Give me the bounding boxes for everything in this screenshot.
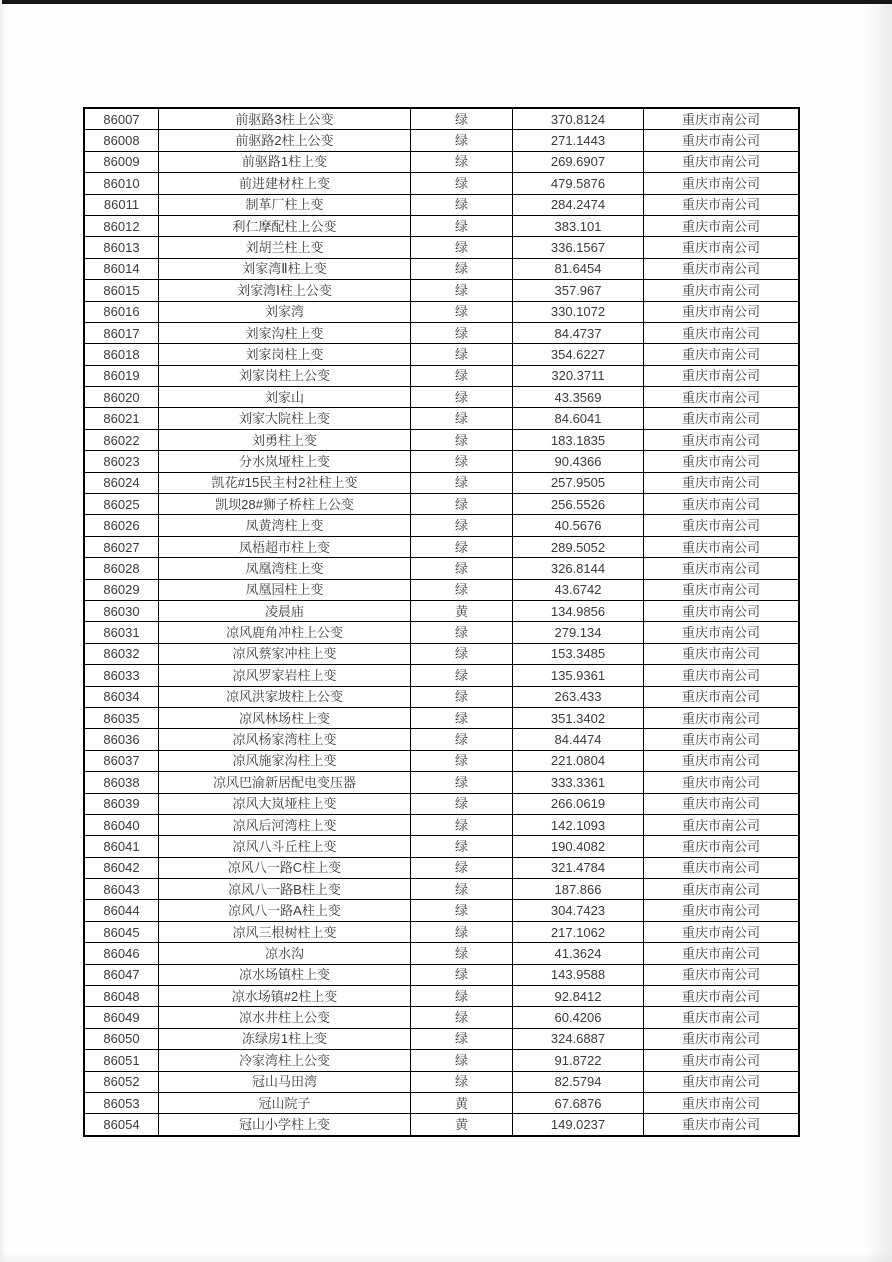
table-row	[85, 922, 798, 943]
cell-transformer-name: 凉风八斗丘柱上变	[159, 836, 411, 856]
cell-transformer-name: 凤凰湾柱上变	[159, 558, 411, 578]
cell-load-value: 183.1835	[513, 430, 644, 450]
cell-load-value: 336.1567	[513, 237, 644, 257]
cell-status-flag: 绿	[411, 922, 513, 942]
cell-status-flag: 绿	[411, 323, 513, 343]
table-row	[85, 751, 798, 772]
cell-transformer-name: 凉风罗家岩柱上变	[159, 665, 411, 685]
cell-company: 重庆市南公司	[681, 1095, 760, 1111]
table-row	[85, 451, 798, 472]
cell-status-flag: 绿	[411, 836, 513, 856]
table-row	[85, 986, 798, 1007]
cell-status-flag: 绿	[411, 366, 513, 386]
table-row	[85, 900, 798, 921]
cell-status-flag: 绿	[411, 943, 513, 963]
table-row	[85, 473, 798, 494]
cell-transformer-id: 86043	[85, 879, 159, 899]
table-row	[85, 430, 798, 451]
cell-transformer-id: 86013	[85, 237, 159, 257]
cell-company: 重庆市南公司	[681, 1074, 760, 1090]
cell-status-flag: 绿	[411, 1072, 513, 1092]
cell-status-flag: 黄	[411, 1114, 513, 1134]
cell-status-flag: 绿	[411, 216, 513, 236]
cell-transformer-name: 凉水沟	[159, 943, 411, 963]
cell-company: 重庆市南公司	[681, 881, 760, 897]
cell-transformer-id: 86025	[85, 494, 159, 514]
cell-transformer-name: 冻绿房1柱上变	[159, 1029, 411, 1049]
cell-transformer-name: 凉风八一路C柱上变	[159, 858, 411, 878]
cell-company: 重庆市南公司	[681, 111, 760, 127]
cell-company: 重庆市南公司	[681, 432, 760, 448]
cell-status-flag: 黄	[411, 601, 513, 621]
cell-load-value: 143.9588	[513, 965, 644, 985]
cell-transformer-name: 凉风三根树柱上变	[159, 922, 411, 942]
cell-load-value: 320.3711	[513, 366, 644, 386]
cell-transformer-id: 86039	[85, 794, 159, 814]
cell-transformer-name: 刘家大院柱上变	[159, 408, 411, 428]
cell-transformer-name: 刘家沟柱上变	[159, 323, 411, 343]
cell-company: 重庆市南公司	[681, 197, 760, 213]
cell-transformer-id: 86007	[85, 109, 159, 129]
cell-company: 重庆市南公司	[681, 603, 760, 619]
table-row	[85, 965, 798, 986]
cell-status-flag: 绿	[411, 986, 513, 1006]
cell-company: 重庆市南公司	[681, 282, 760, 298]
cell-status-flag: 绿	[411, 494, 513, 514]
cell-status-flag: 绿	[411, 130, 513, 150]
cell-company: 重庆市南公司	[681, 838, 760, 854]
cell-company: 重庆市南公司	[681, 218, 760, 234]
cell-status-flag: 绿	[411, 687, 513, 707]
cell-transformer-name: 刘勇柱上变	[159, 430, 411, 450]
cell-load-value: 289.5052	[513, 537, 644, 557]
cell-load-value: 135.9361	[513, 665, 644, 685]
cell-transformer-name: 刘家湾	[159, 302, 411, 322]
cell-company: 重庆市南公司	[681, 967, 760, 983]
cell-status-flag: 绿	[411, 965, 513, 985]
table-row	[85, 601, 798, 622]
cell-transformer-name: 凉风大岚垭柱上变	[159, 794, 411, 814]
scan-edge-bar	[2, 0, 892, 4]
cell-status-flag: 绿	[411, 537, 513, 557]
cell-transformer-id: 86029	[85, 580, 159, 600]
table-row	[85, 259, 798, 280]
table-row	[85, 879, 798, 900]
cell-transformer-name: 凉风洪家坡柱上公变	[159, 687, 411, 707]
table-row	[85, 622, 798, 643]
cell-transformer-id: 86036	[85, 729, 159, 749]
table-row	[85, 815, 798, 836]
cell-load-value: 256.5526	[513, 494, 644, 514]
table-row	[85, 729, 798, 750]
table-row	[85, 772, 798, 793]
cell-status-flag: 绿	[411, 387, 513, 407]
cell-load-value: 263.433	[513, 687, 644, 707]
cell-transformer-id: 86035	[85, 708, 159, 728]
cell-status-flag: 绿	[411, 109, 513, 129]
cell-transformer-name: 利仁摩配柱上公变	[159, 216, 411, 236]
table-row	[85, 152, 798, 173]
cell-transformer-id: 86032	[85, 644, 159, 664]
cell-status-flag: 绿	[411, 195, 513, 215]
cell-transformer-id: 86027	[85, 537, 159, 557]
cell-transformer-id: 86051	[85, 1050, 159, 1070]
cell-load-value: 266.0619	[513, 794, 644, 814]
cell-load-value: 92.8412	[513, 986, 644, 1006]
cell-transformer-name: 分水岚垭柱上变	[159, 451, 411, 471]
cell-transformer-name: 凉风施家沟柱上变	[159, 751, 411, 771]
cell-transformer-id: 86010	[85, 173, 159, 193]
table-row	[85, 494, 798, 515]
cell-company: 重庆市南公司	[681, 154, 760, 170]
cell-transformer-name: 前驱路1柱上变	[159, 152, 411, 172]
cell-load-value: 284.2474	[513, 195, 644, 215]
cell-status-flag: 绿	[411, 665, 513, 685]
table-row	[85, 537, 798, 558]
table-row	[85, 1114, 798, 1134]
cell-transformer-id: 86052	[85, 1072, 159, 1092]
cell-transformer-name: 前进建材柱上变	[159, 173, 411, 193]
table-row	[85, 943, 798, 964]
cell-load-value: 333.3361	[513, 772, 644, 792]
table-row	[85, 1050, 798, 1071]
cell-transformer-name: 刘家湾Ⅱ柱上变	[159, 259, 411, 279]
cell-transformer-id: 86037	[85, 751, 159, 771]
cell-status-flag: 黄	[411, 1093, 513, 1113]
cell-transformer-name: 凉水场镇柱上变	[159, 965, 411, 985]
cell-transformer-id: 86021	[85, 408, 159, 428]
cell-transformer-name: 凉风鹿角冲柱上公变	[159, 622, 411, 642]
cell-transformer-name: 刘家山	[159, 387, 411, 407]
cell-transformer-id: 86053	[85, 1093, 159, 1113]
cell-load-value: 67.6876	[513, 1093, 644, 1113]
table-row	[85, 408, 798, 429]
table-row	[85, 1029, 798, 1050]
cell-transformer-name: 凉风杨家湾柱上变	[159, 729, 411, 749]
cell-load-value: 370.8124	[513, 109, 644, 129]
cell-transformer-id: 86041	[85, 836, 159, 856]
cell-transformer-name: 凯花#15民主村2社柱上变	[159, 473, 411, 493]
cell-transformer-id: 86008	[85, 130, 159, 150]
cell-company: 重庆市南公司	[681, 475, 760, 491]
table-row	[85, 280, 798, 301]
cell-transformer-name: 刘家岗柱上变	[159, 344, 411, 364]
cell-load-value: 326.8144	[513, 558, 644, 578]
cell-load-value: 84.4737	[513, 323, 644, 343]
table-row	[85, 836, 798, 857]
cell-company: 重庆市南公司	[681, 411, 760, 427]
cell-status-flag: 绿	[411, 408, 513, 428]
cell-company: 重庆市南公司	[681, 496, 760, 512]
cell-status-flag: 绿	[411, 794, 513, 814]
cell-load-value: 269.6907	[513, 152, 644, 172]
table-row	[85, 344, 798, 365]
cell-load-value: 257.9505	[513, 473, 644, 493]
cell-transformer-id: 86024	[85, 473, 159, 493]
cell-transformer-id: 86040	[85, 815, 159, 835]
cell-company: 重庆市南公司	[681, 240, 760, 256]
cell-status-flag: 绿	[411, 708, 513, 728]
table-row	[85, 173, 798, 194]
table-row	[85, 195, 798, 216]
cell-company: 重庆市南公司	[681, 710, 760, 726]
cell-load-value: 351.3402	[513, 708, 644, 728]
cell-company: 重庆市南公司	[681, 817, 760, 833]
cell-company: 重庆市南公司	[681, 539, 760, 555]
cell-company: 重庆市南公司	[681, 945, 760, 961]
cell-company: 重庆市南公司	[681, 325, 760, 341]
cell-transformer-name: 前驱路2柱上公变	[159, 130, 411, 150]
cell-transformer-id: 86018	[85, 344, 159, 364]
cell-transformer-name: 冠山马田湾	[159, 1072, 411, 1092]
cell-transformer-name: 冠山院子	[159, 1093, 411, 1113]
cell-status-flag: 绿	[411, 1007, 513, 1027]
table-row	[85, 858, 798, 879]
cell-transformer-id: 86046	[85, 943, 159, 963]
cell-company: 重庆市南公司	[681, 368, 760, 384]
cell-transformer-name: 凉风巴渝新居配电变压器	[159, 772, 411, 792]
cell-company: 重庆市南公司	[681, 753, 760, 769]
cell-transformer-name: 凉风八一路A柱上变	[159, 900, 411, 920]
cell-load-value: 82.5794	[513, 1072, 644, 1092]
cell-status-flag: 绿	[411, 900, 513, 920]
table-row	[85, 323, 798, 344]
table-row	[85, 644, 798, 665]
cell-transformer-name: 冠山小学柱上变	[159, 1114, 411, 1134]
cell-transformer-id: 86038	[85, 772, 159, 792]
cell-transformer-id: 86045	[85, 922, 159, 942]
cell-status-flag: 绿	[411, 858, 513, 878]
cell-status-flag: 绿	[411, 815, 513, 835]
table-row	[85, 237, 798, 258]
cell-load-value: 134.9856	[513, 601, 644, 621]
cell-transformer-id: 86047	[85, 965, 159, 985]
cell-load-value: 190.4082	[513, 836, 644, 856]
cell-status-flag: 绿	[411, 558, 513, 578]
cell-load-value: 217.1062	[513, 922, 644, 942]
cell-company: 重庆市南公司	[681, 667, 760, 683]
cell-company: 重庆市南公司	[681, 346, 760, 362]
cell-transformer-id: 86048	[85, 986, 159, 1006]
cell-status-flag: 绿	[411, 302, 513, 322]
cell-load-value: 321.4784	[513, 858, 644, 878]
cell-load-value: 330.1072	[513, 302, 644, 322]
cell-company: 重庆市南公司	[681, 689, 760, 705]
transformer-load-table	[83, 107, 800, 1137]
cell-company: 重庆市南公司	[681, 175, 760, 191]
cell-transformer-name: 凤凰园柱上变	[159, 580, 411, 600]
cell-status-flag: 绿	[411, 344, 513, 364]
cell-status-flag: 绿	[411, 1029, 513, 1049]
cell-status-flag: 绿	[411, 473, 513, 493]
cell-status-flag: 绿	[411, 1050, 513, 1070]
table-row	[85, 515, 798, 536]
cell-transformer-name: 凉水场镇#2柱上变	[159, 986, 411, 1006]
cell-transformer-id: 86054	[85, 1114, 159, 1134]
cell-transformer-id: 86017	[85, 323, 159, 343]
cell-company: 重庆市南公司	[681, 261, 760, 277]
cell-transformer-name: 刘胡兰柱上变	[159, 237, 411, 257]
table-row	[85, 665, 798, 686]
table-row	[85, 302, 798, 323]
cell-company: 重庆市南公司	[681, 133, 760, 149]
cell-status-flag: 绿	[411, 580, 513, 600]
cell-company: 重庆市南公司	[681, 903, 760, 919]
cell-company: 重庆市南公司	[681, 1117, 760, 1133]
cell-status-flag: 绿	[411, 729, 513, 749]
cell-company: 重庆市南公司	[681, 646, 760, 662]
table-row	[85, 558, 798, 579]
table-row	[85, 794, 798, 815]
cell-company: 重庆市南公司	[681, 860, 760, 876]
cell-transformer-id: 86023	[85, 451, 159, 471]
cell-load-value: 90.4366	[513, 451, 644, 471]
cell-transformer-name: 凉风八一路B柱上变	[159, 879, 411, 899]
cell-transformer-name: 刘家湾Ⅰ柱上公变	[159, 280, 411, 300]
cell-load-value: 84.4474	[513, 729, 644, 749]
cell-transformer-id: 86012	[85, 216, 159, 236]
table-row	[85, 109, 798, 130]
cell-load-value: 187.866	[513, 879, 644, 899]
cell-transformer-id: 86044	[85, 900, 159, 920]
cell-transformer-name: 冷家湾柱上公变	[159, 1050, 411, 1070]
cell-transformer-id: 86009	[85, 152, 159, 172]
cell-transformer-id: 86033	[85, 665, 159, 685]
cell-transformer-name: 前驱路3柱上公变	[159, 109, 411, 129]
cell-load-value: 479.5876	[513, 173, 644, 193]
cell-status-flag: 绿	[411, 237, 513, 257]
cell-transformer-id: 86016	[85, 302, 159, 322]
cell-company: 重庆市南公司	[681, 389, 760, 405]
table-row	[85, 216, 798, 237]
cell-load-value: 324.6887	[513, 1029, 644, 1049]
cell-status-flag: 绿	[411, 259, 513, 279]
cell-transformer-name: 制革厂柱上变	[159, 195, 411, 215]
cell-company: 重庆市南公司	[681, 796, 760, 812]
cell-company: 重庆市南公司	[681, 582, 760, 598]
cell-status-flag: 绿	[411, 430, 513, 450]
cell-status-flag: 绿	[411, 451, 513, 471]
cell-load-value: 149.0237	[513, 1114, 644, 1134]
cell-company: 重庆市南公司	[681, 453, 760, 469]
cell-transformer-id: 86030	[85, 601, 159, 621]
cell-company: 重庆市南公司	[681, 774, 760, 790]
cell-transformer-id: 86028	[85, 558, 159, 578]
cell-company: 重庆市南公司	[681, 625, 760, 641]
cell-company: 重庆市南公司	[681, 732, 760, 748]
cell-load-value: 91.8722	[513, 1050, 644, 1070]
cell-transformer-id: 86011	[85, 195, 159, 215]
cell-status-flag: 绿	[411, 173, 513, 193]
cell-load-value: 43.3569	[513, 387, 644, 407]
cell-status-flag: 绿	[411, 622, 513, 642]
cell-load-value: 279.134	[513, 622, 644, 642]
cell-status-flag: 绿	[411, 515, 513, 535]
cell-load-value: 84.6041	[513, 408, 644, 428]
cell-transformer-id: 86031	[85, 622, 159, 642]
cell-load-value: 142.1093	[513, 815, 644, 835]
cell-status-flag: 绿	[411, 644, 513, 664]
cell-load-value: 40.5676	[513, 515, 644, 535]
table-row	[85, 1072, 798, 1093]
cell-company: 重庆市南公司	[681, 1010, 760, 1026]
cell-transformer-name: 凉水井柱上公变	[159, 1007, 411, 1027]
cell-company: 重庆市南公司	[681, 518, 760, 534]
cell-transformer-id: 86014	[85, 259, 159, 279]
cell-load-value: 304.7423	[513, 900, 644, 920]
cell-status-flag: 绿	[411, 772, 513, 792]
cell-load-value: 221.0804	[513, 751, 644, 771]
cell-status-flag: 绿	[411, 879, 513, 899]
table-row	[85, 580, 798, 601]
cell-transformer-id: 86042	[85, 858, 159, 878]
cell-company: 重庆市南公司	[681, 1031, 760, 1047]
cell-transformer-id: 86050	[85, 1029, 159, 1049]
table-row	[85, 130, 798, 151]
cell-transformer-id: 86049	[85, 1007, 159, 1027]
cell-status-flag: 绿	[411, 280, 513, 300]
cell-transformer-name: 凌晨庙	[159, 601, 411, 621]
table-row	[85, 687, 798, 708]
cell-transformer-id: 86015	[85, 280, 159, 300]
cell-status-flag: 绿	[411, 152, 513, 172]
cell-load-value: 354.6227	[513, 344, 644, 364]
cell-load-value: 60.4206	[513, 1007, 644, 1027]
cell-load-value: 41.3624	[513, 943, 644, 963]
cell-load-value: 81.6454	[513, 259, 644, 279]
cell-transformer-id: 86026	[85, 515, 159, 535]
cell-load-value: 43.6742	[513, 580, 644, 600]
table-row	[85, 708, 798, 729]
cell-transformer-name: 凉风蔡家冲柱上变	[159, 644, 411, 664]
cell-company: 重庆市南公司	[681, 924, 760, 940]
cell-load-value: 153.3485	[513, 644, 644, 664]
table-row	[85, 387, 798, 408]
table-row	[85, 366, 798, 387]
cell-transformer-name: 凤黄湾柱上变	[159, 515, 411, 535]
table-row	[85, 1007, 798, 1028]
cell-transformer-name: 凉风林场柱上变	[159, 708, 411, 728]
cell-transformer-name: 凉风后河湾柱上变	[159, 815, 411, 835]
cell-transformer-name: 刘家岗柱上公变	[159, 366, 411, 386]
cell-company: 重庆市南公司	[681, 304, 760, 320]
cell-load-value: 383.101	[513, 216, 644, 236]
table-row	[85, 1093, 798, 1114]
cell-transformer-id: 86019	[85, 366, 159, 386]
cell-company: 重庆市南公司	[681, 988, 760, 1004]
cell-load-value: 271.1443	[513, 130, 644, 150]
cell-load-value: 357.967	[513, 280, 644, 300]
cell-transformer-id: 86022	[85, 430, 159, 450]
cell-company: 重庆市南公司	[681, 560, 760, 576]
cell-company: 重庆市南公司	[681, 1052, 760, 1068]
cell-transformer-id: 86020	[85, 387, 159, 407]
cell-transformer-id: 86034	[85, 687, 159, 707]
cell-status-flag: 绿	[411, 751, 513, 771]
cell-transformer-name: 凤梧超市柱上变	[159, 537, 411, 557]
cell-transformer-name: 凯坝28#狮子桥柱上公变	[159, 494, 411, 514]
